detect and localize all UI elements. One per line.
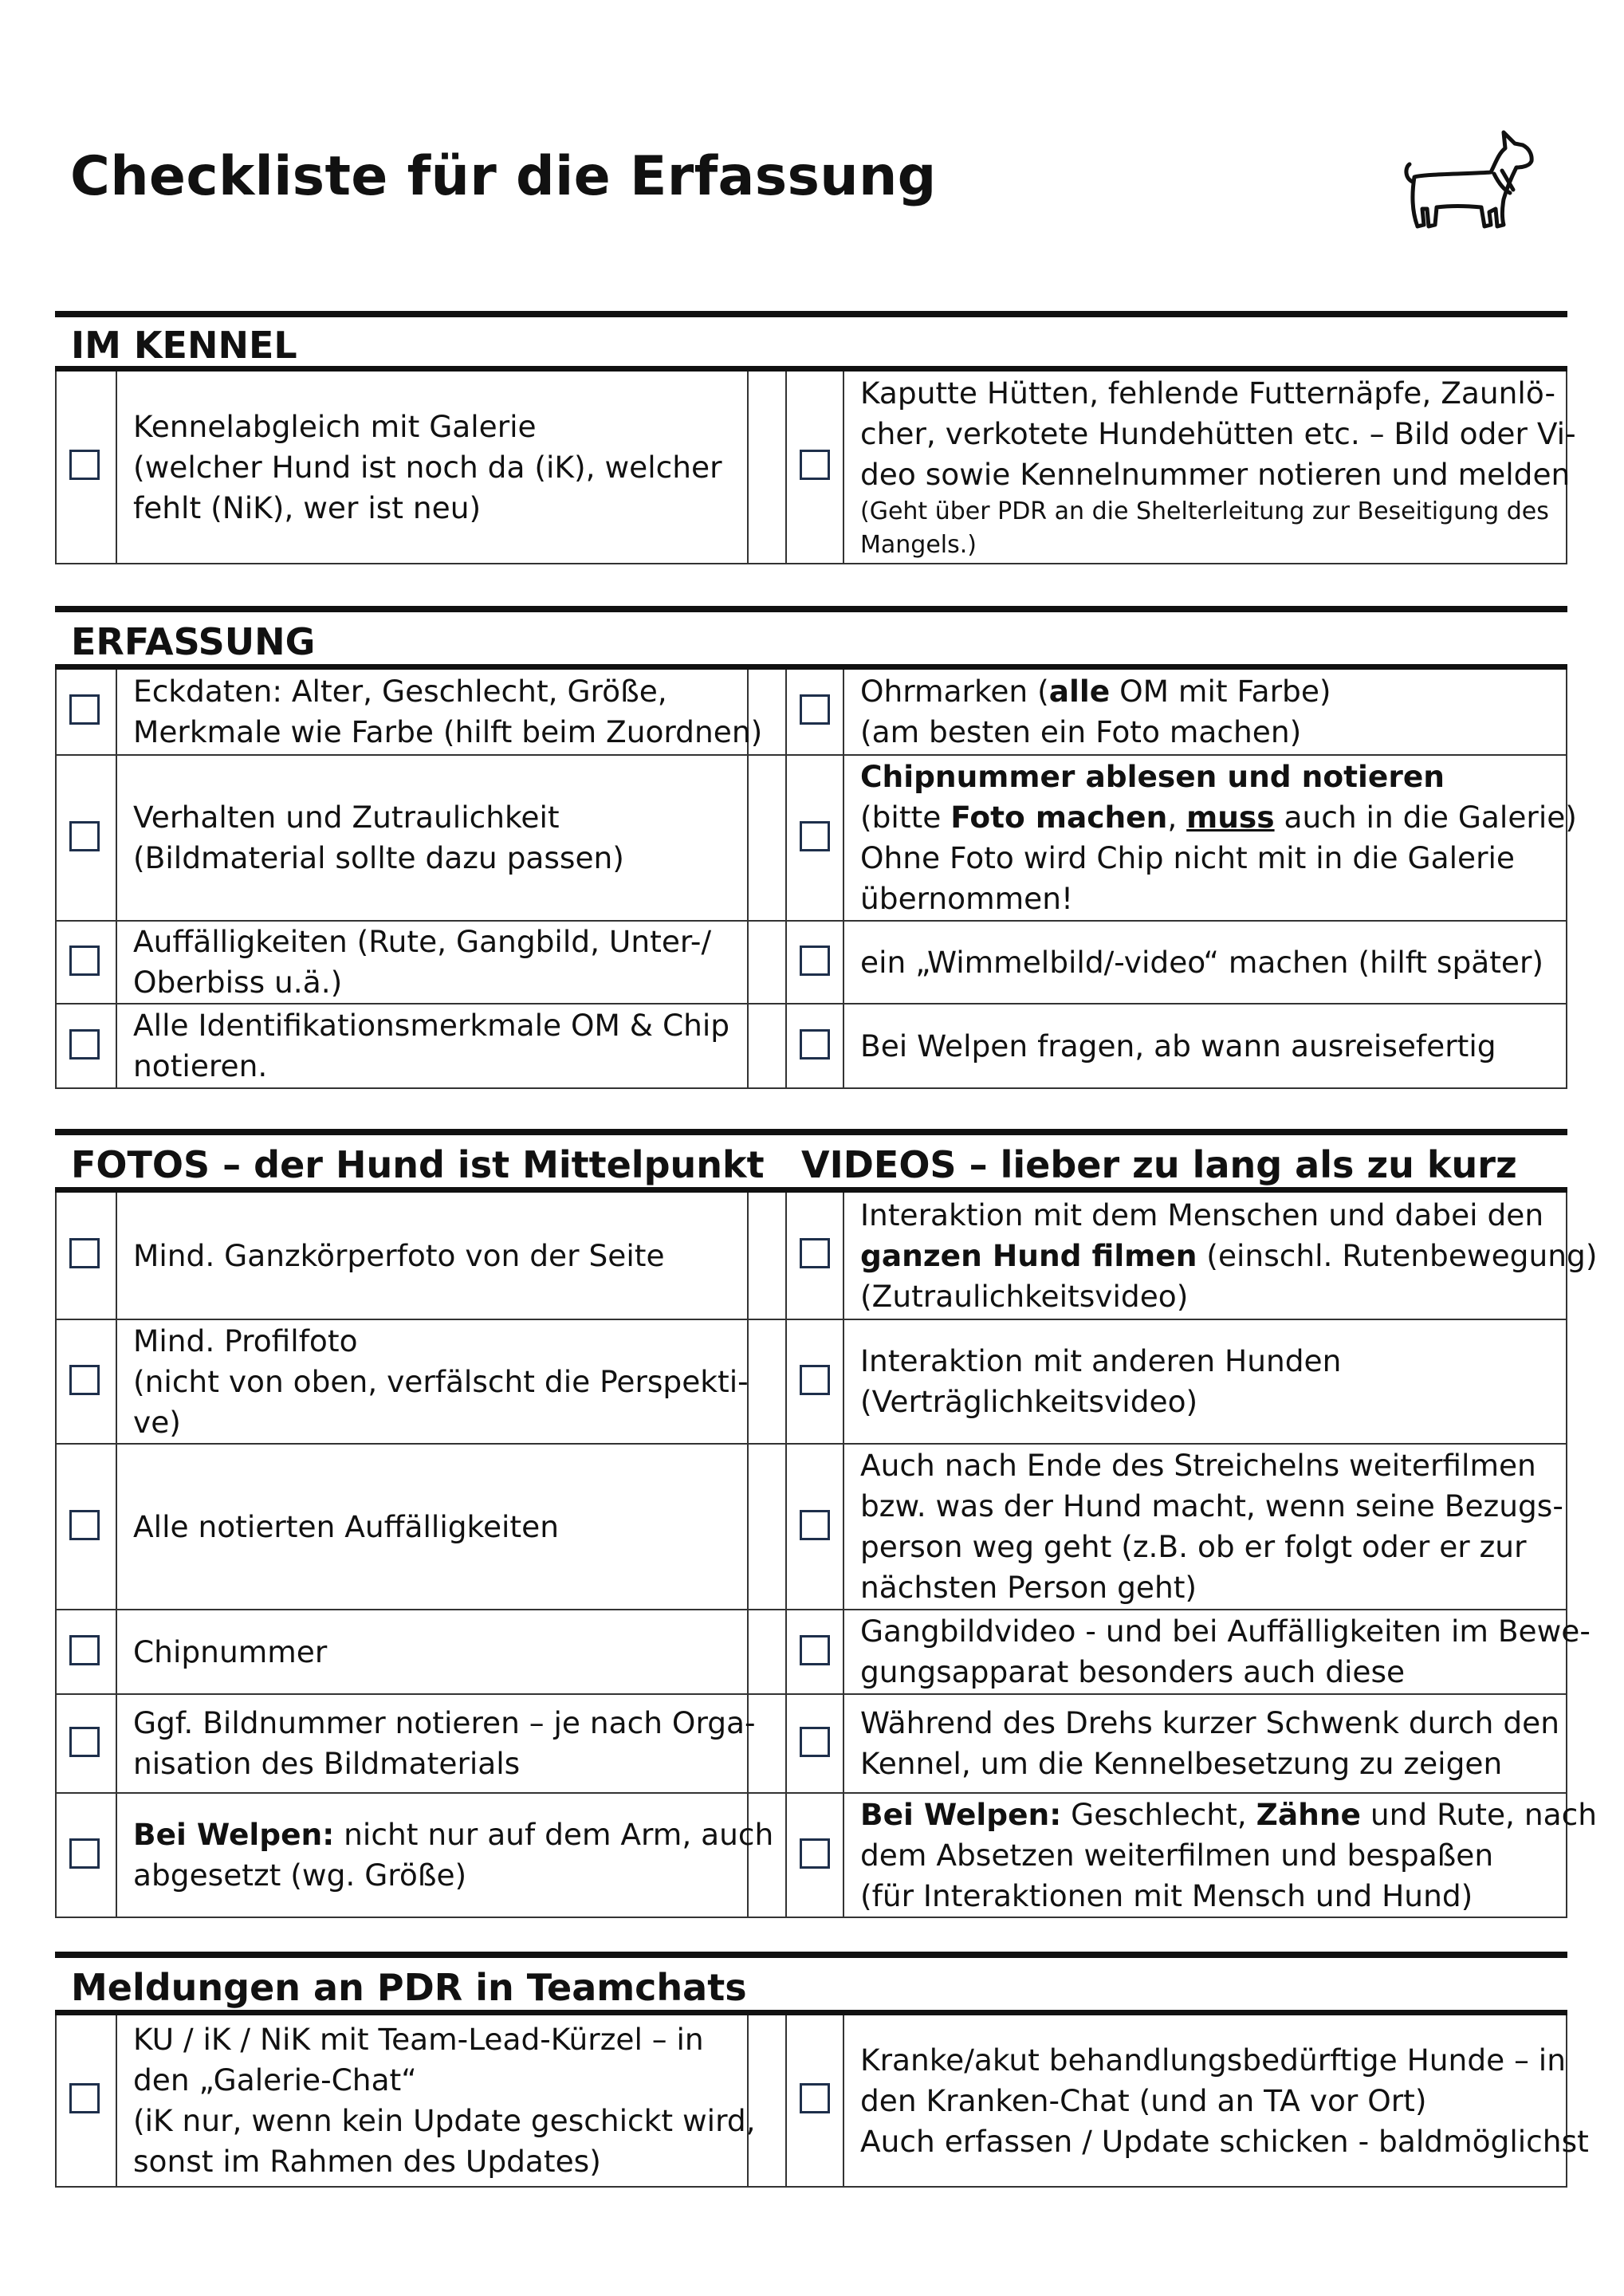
right-item-text xyxy=(860,1445,1563,1609)
section-title: Meldungen an PDR in Teamchats xyxy=(71,1965,747,2009)
right-checkbox[interactable] xyxy=(800,450,830,480)
column-divider xyxy=(55,1193,57,1319)
column-divider xyxy=(116,1794,117,1917)
left-checkbox[interactable] xyxy=(69,2083,100,2113)
item-text-line: Alle notierten Auffälligkeiten xyxy=(133,1508,559,1544)
item-text-line: notieren. xyxy=(133,1048,268,1083)
right-item-text xyxy=(860,1794,1597,1917)
column-divider xyxy=(785,1794,787,1917)
column-divider xyxy=(116,1695,117,1792)
right-item-text xyxy=(860,372,1576,563)
checklist-row xyxy=(55,754,1577,920)
column-divider xyxy=(785,670,787,754)
right-checkbox[interactable] xyxy=(800,694,830,725)
column-divider xyxy=(843,922,844,1003)
checklist-row xyxy=(55,1003,1567,1087)
right-item-text xyxy=(860,670,1331,754)
section-title: FOTOS – der Hund ist Mittelpunkt xyxy=(71,1142,765,1186)
left-checkbox[interactable] xyxy=(69,946,100,976)
item-text-line: (Verträglichkeitsvideo) xyxy=(860,1384,1198,1419)
left-item-text xyxy=(133,1695,756,1792)
section-title: IM KENNEL xyxy=(71,323,297,367)
section-im-kennel xyxy=(55,311,1576,564)
column-divider xyxy=(55,670,57,754)
item-text-line: Eckdaten: Alter, Geschlecht, Größe, xyxy=(133,674,667,709)
item-text-line: Ohrmarken (alle OM mit Farbe) xyxy=(860,674,1331,709)
left-item-text xyxy=(133,1193,665,1319)
column-divider xyxy=(116,1610,117,1693)
right-checkbox[interactable] xyxy=(800,1635,830,1665)
section-meldungen xyxy=(55,1952,1589,2188)
left-checkbox[interactable] xyxy=(69,1838,100,1869)
column-divider xyxy=(843,1005,844,1087)
column-divider xyxy=(843,1610,844,1693)
item-text-line: Verhalten und Zutraulichkeit xyxy=(133,800,560,835)
item-text-line: Chipnummer ablesen und notieren xyxy=(860,759,1445,794)
column-divider xyxy=(116,1005,117,1087)
column-divider xyxy=(116,372,117,563)
checklist-table xyxy=(55,1193,1598,1918)
column-divider xyxy=(116,2015,117,2186)
item-text-line: (nicht von oben, verfälscht die Perspekti- xyxy=(133,1363,749,1399)
checklist-table xyxy=(55,372,1576,564)
left-item-text xyxy=(133,1320,749,1443)
column-divider xyxy=(55,1794,57,1917)
item-text-line: cher, verkotete Hundehütten etc. – Bild oder Vi- xyxy=(860,415,1576,451)
item-text-line: Interaktion mit dem Menschen und dabei den xyxy=(860,1197,1544,1233)
left-item-text xyxy=(133,2015,756,2186)
checklist-row xyxy=(55,1193,1598,1319)
column-divider xyxy=(747,1610,749,1693)
left-checkbox[interactable] xyxy=(69,1727,100,1757)
column-divider xyxy=(55,372,57,563)
page-title: Checkliste für die Erfassung xyxy=(70,145,937,208)
item-text-line: Bei Welpen: Geschlecht, Zähne und Rute, nach xyxy=(860,1796,1598,1832)
item-text-line: gungsapparat besonders auch diese xyxy=(860,1654,1406,1689)
column-divider xyxy=(843,670,844,754)
left-checkbox[interactable] xyxy=(69,1238,100,1268)
right-item-text xyxy=(860,1193,1597,1319)
section-header xyxy=(55,1952,1567,2015)
section-erfassung xyxy=(55,606,1577,1089)
item-text-line: (am besten ein Foto machen) xyxy=(860,714,1302,749)
checklist-row xyxy=(55,920,1567,1003)
column-divider xyxy=(55,1695,57,1792)
dog-icon xyxy=(1402,126,1537,234)
item-text-line: (iK nur, wenn kein Update geschickt wird, xyxy=(133,2103,756,2138)
right-item-text xyxy=(860,922,1543,1003)
checklist-row xyxy=(55,1609,1591,1693)
column-divider xyxy=(116,756,117,920)
right-checkbox[interactable] xyxy=(800,1510,830,1540)
right-checkbox[interactable] xyxy=(800,946,830,976)
item-text-line: nisation des Bildmaterials xyxy=(133,1746,521,1781)
right-checkbox[interactable] xyxy=(800,1727,830,1757)
section-header xyxy=(55,606,1567,670)
section-fotos-videos xyxy=(55,1129,1598,1918)
left-checkbox[interactable] xyxy=(69,1510,100,1540)
right-item-text xyxy=(860,756,1577,920)
item-text-line: Auch erfassen / Update schicken - baldmöglichst xyxy=(860,2123,1589,2159)
item-text-line: abgesetzt (wg. Größe) xyxy=(133,1858,467,1893)
column-divider xyxy=(747,922,749,1003)
item-text-line: Auch nach Ende des Streichelns weiterfilmen xyxy=(860,1448,1536,1483)
item-text-line: Merkmale wie Farbe (hilft beim Zuordnen) xyxy=(133,714,763,749)
item-text-line: (bitte Foto machen, muss auch in die Galerie) xyxy=(860,800,1577,835)
column-divider xyxy=(843,1794,844,1917)
item-text-line: sonst im Rahmen des Updates) xyxy=(133,2144,601,2179)
column-divider xyxy=(116,1193,117,1319)
item-text-line: den Kranken-Chat (und an TA vor Ort) xyxy=(860,2082,1427,2118)
item-text-line: ein „Wimmelbild/-video“ machen (hilft später) xyxy=(860,944,1544,980)
left-checkbox[interactable] xyxy=(69,694,100,725)
checklist-table xyxy=(55,2015,1589,2188)
column-divider xyxy=(1566,1005,1567,1087)
item-text-line: (Zutraulichkeitsvideo) xyxy=(860,1278,1189,1314)
column-divider xyxy=(116,1445,117,1609)
item-text-line: bzw. was der Hund macht, wenn seine Bezugs- xyxy=(860,1488,1563,1523)
left-item-text xyxy=(133,1610,327,1693)
item-text-line: (welcher Hund ist noch da (iK), welcher xyxy=(133,449,722,485)
item-text-line: Ggf. Bildnummer notieren – je nach Orga- xyxy=(133,1705,756,1740)
right-checkbox[interactable] xyxy=(800,821,830,851)
column-divider xyxy=(843,2015,844,2186)
item-text-line: Mind. Ganzkörperfoto von der Seite xyxy=(133,1237,665,1273)
column-divider xyxy=(1566,1445,1567,1609)
column-divider xyxy=(785,756,787,920)
left-item-text xyxy=(133,1005,729,1087)
column-divider xyxy=(55,1445,57,1609)
column-divider xyxy=(55,2015,57,2186)
item-text-line: Interaktion mit anderen Hunden xyxy=(860,1343,1342,1378)
column-divider xyxy=(747,1445,749,1609)
right-item-text xyxy=(860,2015,1589,2186)
left-checkbox[interactable] xyxy=(69,1635,100,1665)
item-text-line: Kennelabgleich mit Galerie xyxy=(133,408,537,444)
column-divider xyxy=(843,1320,844,1443)
column-divider xyxy=(1566,922,1567,1003)
section-header xyxy=(55,311,1567,372)
column-divider xyxy=(785,1610,787,1693)
right-item-text xyxy=(860,1610,1591,1693)
right-checkbox[interactable] xyxy=(800,1029,830,1060)
left-item-text xyxy=(133,756,624,920)
item-text-line: KU / iK / NiK mit Team-Lead-Kürzel – in xyxy=(133,2022,704,2057)
right-item-text xyxy=(860,1320,1341,1443)
right-item-text xyxy=(860,1005,1496,1087)
column-divider xyxy=(785,1695,787,1792)
item-text-line: ve) xyxy=(133,1404,181,1440)
column-divider xyxy=(1566,670,1567,754)
checklist-row xyxy=(55,2015,1589,2186)
column-divider xyxy=(55,1005,57,1087)
item-text-line: (Geht über PDR an die Shelterleitung zur Beseitigung des xyxy=(860,497,1549,525)
column-divider xyxy=(1566,1695,1567,1792)
left-checkbox[interactable] xyxy=(69,1365,100,1395)
column-divider xyxy=(55,1610,57,1693)
column-divider xyxy=(116,922,117,1003)
column-divider xyxy=(116,1320,117,1443)
column-divider xyxy=(747,1193,749,1319)
item-text-line: Kranke/akut behandlungsbedürftige Hunde – in xyxy=(860,2042,1566,2078)
item-text-line: Alle Identifikationsmerkmale OM & Chip xyxy=(133,1008,730,1043)
item-text-line: Kennel, um die Kennelbesetzung zu zeigen xyxy=(860,1746,1503,1781)
column-divider xyxy=(747,1005,749,1087)
column-divider xyxy=(1566,1320,1567,1443)
right-item-text xyxy=(860,1695,1559,1792)
item-text-line: ganzen Hund filmen (einschl. Rutenbewegung) xyxy=(860,1237,1598,1273)
column-divider xyxy=(55,922,57,1003)
column-divider xyxy=(785,1005,787,1087)
section-title: ERFASSUNG xyxy=(71,619,316,663)
item-text-line: Chipnummer xyxy=(133,1634,328,1669)
item-text-line: deo sowie Kennelnummer notieren und melden xyxy=(860,456,1571,492)
checklist-row xyxy=(55,372,1576,563)
item-text-line: Während des Drehs kurzer Schwenk durch den xyxy=(860,1705,1559,1740)
item-text-line: Bei Welpen fragen, ab wann ausreisefertig xyxy=(860,1028,1496,1063)
checklist-row xyxy=(55,1792,1598,1917)
item-text-line: Oberbiss u.ä.) xyxy=(133,965,343,1000)
checklist-row xyxy=(55,1693,1567,1792)
left-checkbox[interactable] xyxy=(69,1029,100,1060)
item-text-line: Auffälligkeiten (Rute, Gangbild, Unter-/ xyxy=(133,924,712,959)
item-text-line: Gangbildvideo - und bei Auffälligkeiten im Bewe- xyxy=(860,1614,1591,1649)
column-divider xyxy=(785,372,787,563)
column-divider xyxy=(843,372,844,563)
left-item-text xyxy=(133,1445,559,1609)
item-text-line: Ohne Foto wird Chip nicht mit in die Galerie xyxy=(860,840,1515,875)
column-divider xyxy=(747,756,749,920)
item-text-line: (für Interaktionen mit Mensch und Hund) xyxy=(860,1877,1473,1913)
item-text-line: den „Galerie-Chat“ xyxy=(133,2062,417,2097)
column-divider xyxy=(785,922,787,1003)
item-text-line: Bei Welpen: nicht nur auf dem Arm, auch xyxy=(133,1817,774,1852)
section-header xyxy=(55,1129,1567,1193)
column-divider xyxy=(55,1320,57,1443)
item-text-line: übernommen! xyxy=(860,881,1074,916)
right-checkbox[interactable] xyxy=(800,2083,830,2113)
item-text-line: (Bildmaterial sollte dazu passen) xyxy=(133,840,624,875)
right-checkbox[interactable] xyxy=(800,1365,830,1395)
item-text-line: fehlt (NiK), wer ist neu) xyxy=(133,489,482,525)
left-item-text xyxy=(133,922,711,1003)
item-text-line: dem Absetzen weiterfilmen und bespaßen xyxy=(860,1837,1494,1873)
item-text-line: person weg geht (z.B. ob er folgt oder er zur xyxy=(860,1529,1527,1564)
item-text-line: Mind. Profilfoto xyxy=(133,1323,358,1358)
section-title-right: VIDEOS – lieber zu lang als zu kurz xyxy=(801,1142,1517,1186)
checklist-table xyxy=(55,670,1577,1089)
column-divider xyxy=(785,2015,787,2186)
left-item-text xyxy=(133,670,762,754)
column-divider xyxy=(747,372,749,563)
right-checkbox[interactable] xyxy=(800,1238,830,1268)
left-item-text xyxy=(133,372,722,563)
item-text-line: Mangels.) xyxy=(860,530,977,559)
column-divider xyxy=(843,1445,844,1609)
left-checkbox[interactable] xyxy=(69,450,100,480)
left-item-text xyxy=(133,1794,773,1917)
column-divider xyxy=(116,670,117,754)
left-checkbox[interactable] xyxy=(69,821,100,851)
column-divider xyxy=(843,1193,844,1319)
column-divider xyxy=(843,756,844,920)
checklist-row xyxy=(55,1319,1567,1443)
item-text-line: nächsten Person geht) xyxy=(860,1570,1197,1605)
column-divider xyxy=(785,1445,787,1609)
checklist-row xyxy=(55,670,1567,754)
checklist-row xyxy=(55,1443,1567,1609)
right-checkbox[interactable] xyxy=(800,1838,830,1869)
column-divider xyxy=(55,756,57,920)
item-text-line: Kaputte Hütten, fehlende Futternäpfe, Zaunlö- xyxy=(860,375,1556,411)
column-divider xyxy=(843,1695,844,1792)
column-divider xyxy=(785,1193,787,1319)
column-divider xyxy=(785,1320,787,1443)
